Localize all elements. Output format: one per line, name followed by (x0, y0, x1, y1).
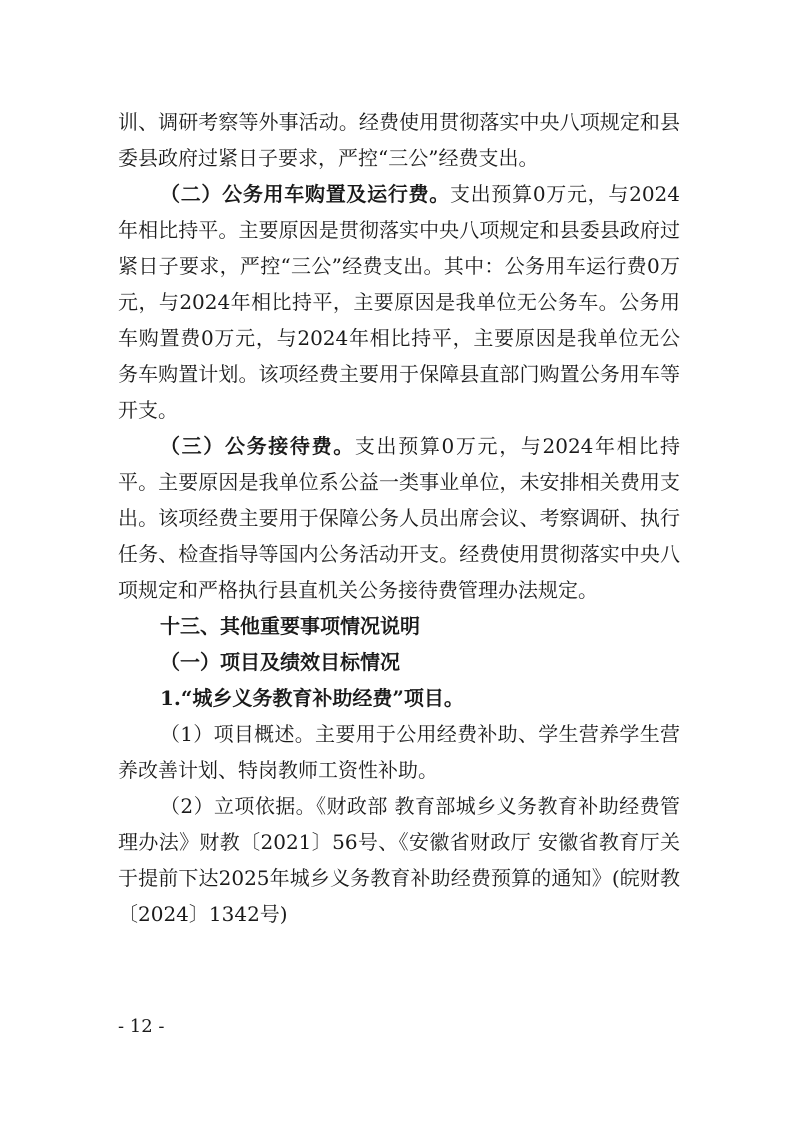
reception-costs-heading: （三）公务接待费。 (160, 434, 355, 458)
subsection-1-heading: （一）项目及绩效目标情况 (160, 650, 400, 674)
document-body (118, 104, 680, 932)
section-13-heading: 十三、其他重要事项情况说明 (160, 614, 420, 638)
paragraph-foreign-affairs: 训、调研考察等外事活动。经费使用贯彻落实中央八项规定和县委县政府过紧日子要求，严控“三公”经费支出。 (118, 110, 680, 170)
item-1-basis: （2）立项依据。《财政部 教育部城乡义务教育补助经费管理办法》财教〔2021〕56号、《安徽省财政厅 安徽省教育厅关于提前下达2025年城乡义务教育补助经费预算的通知》(皖财教〔2024〕1342号) (118, 794, 680, 926)
vehicle-costs-heading: （二）公务用车购置及运行费。 (160, 182, 450, 206)
paragraph-vehicle-costs (118, 176, 680, 428)
paragraph-reception-costs (118, 428, 680, 608)
page-number: - 12 - (118, 1016, 165, 1037)
reception-costs-text: 支出预算0万元，与2024年相比持平。主要原因是我单位系公益一类事业单位，未安排相关费用支出。该项经费主要用于保障公务人员出席会议、考察调研、执行任务、检查指导等国内公务活动开支。经费使用贯彻落实中央八项规定和严格执行县直机关公务接待费管理办法规定。 (118, 434, 681, 602)
vehicle-costs-text: 支出预算0万元，与2024年相比持平。主要原因是贯彻落实中央八项规定和县委县政府过紧日子要求，严控“三公”经费支出。其中：公务用车运行费0万元，与2024年相比持平，主要原因是我单位无公务车。公务用车购置费0万元，与2024年相比持平，主要原因是我单位无公务车购置计划。该项经费主要用于保障县直部门购置公务用车等开支。 (118, 182, 680, 422)
item-1-heading: 1.“城乡义务教育补助经费”项目。 (160, 686, 464, 710)
item-1-overview: （1）项目概述。主要用于公用经费补助、学生营养学生营养改善计划、特岗教师工资性补助。 (118, 722, 680, 782)
